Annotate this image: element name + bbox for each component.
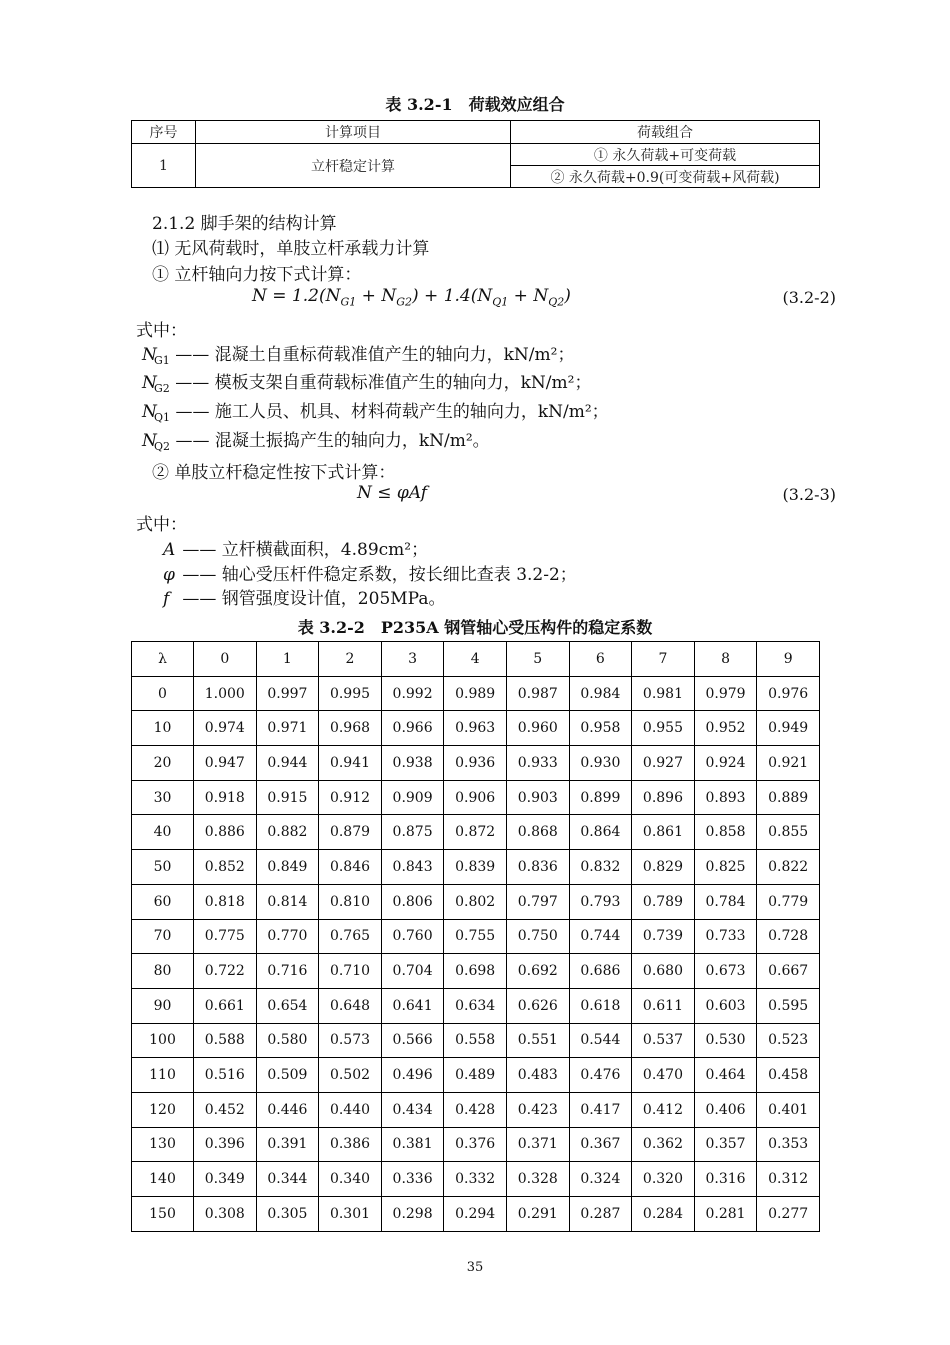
load-combination-table: [131, 120, 820, 188]
table-row: [132, 884, 820, 919]
table1-header-combo: 荷载组合: [511, 121, 820, 144]
def-text: —— 混凝土振捣产生的轴向力，kN/m²。: [175, 431, 490, 451]
table-row: [132, 1127, 820, 1162]
table1-row-item: 立杆稳定计算: [196, 144, 511, 188]
coefficient-cell: 0.810: [319, 884, 382, 919]
table-row: [132, 711, 820, 746]
coefficient-cell: 0.308: [194, 1197, 257, 1232]
table-row: [132, 850, 820, 885]
table2-header-cell: 4: [444, 642, 507, 677]
table-row: [132, 1162, 820, 1197]
table2-header-cell: 3: [381, 642, 444, 677]
table1-row-no: 1: [132, 144, 196, 188]
def-symbol: f: [163, 589, 170, 609]
coefficient-cell: 0.899: [569, 780, 632, 815]
coefficient-cell: 0.328: [506, 1162, 569, 1197]
coefficient-cell: 0.858: [694, 815, 757, 850]
coefficient-cell: 0.316: [694, 1162, 757, 1197]
coefficient-cell: 0.875: [381, 815, 444, 850]
coefficient-cell: 0.997: [256, 676, 319, 711]
table1-header-item: 计算项目: [196, 121, 511, 144]
coefficient-cell: 0.843: [381, 850, 444, 885]
table2-caption: 表 3.2-2 P235A 钢管轴心受压构件的稳定系数: [297, 618, 653, 637]
coefficient-cell: 0.941: [319, 746, 382, 781]
coefficient-cell: 0.839: [444, 850, 507, 885]
coefficient-cell: 0.903: [506, 780, 569, 815]
coefficient-cell: 0.281: [694, 1197, 757, 1232]
coefficient-cell: 0.836: [506, 850, 569, 885]
coefficient-cell: 0.344: [256, 1162, 319, 1197]
row-lambda-cell: 70: [132, 919, 194, 954]
coefficient-cell: 0.974: [194, 711, 257, 746]
coefficient-cell: 0.852: [194, 850, 257, 885]
coefficient-cell: 0.401: [757, 1092, 820, 1127]
coefficient-cell: 0.667: [757, 954, 820, 989]
def-text: —— 钢管强度设计值，205MPa。: [182, 589, 446, 609]
row-lambda-cell: 80: [132, 954, 194, 989]
coefficient-cell: 0.277: [757, 1197, 820, 1232]
coefficient-cell: 0.537: [632, 1023, 695, 1058]
def-symbol: N: [142, 431, 157, 451]
coefficient-cell: 0.832: [569, 850, 632, 885]
coefficient-cell: 0.483: [506, 1058, 569, 1093]
coefficient-cell: 0.933: [506, 746, 569, 781]
coefficient-cell: 0.814: [256, 884, 319, 919]
coefficient-cell: 0.324: [569, 1162, 632, 1197]
row-lambda-cell: 50: [132, 850, 194, 885]
table-row: [132, 1023, 820, 1058]
coefficient-cell: 0.440: [319, 1092, 382, 1127]
coefficient-cell: 0.648: [319, 988, 382, 1023]
coefficient-cell: 0.981: [632, 676, 695, 711]
coefficient-cell: 0.312: [757, 1162, 820, 1197]
coefficient-cell: 0.417: [569, 1092, 632, 1127]
coefficient-cell: 0.523: [757, 1023, 820, 1058]
coefficient-cell: 0.704: [381, 954, 444, 989]
table1-combo-1: ① 永久荷载+可变荷载: [511, 144, 820, 166]
coefficient-cell: 0.822: [757, 850, 820, 885]
stability-coefficient-table: [131, 641, 820, 1232]
def-nq1: [142, 397, 609, 424]
table-row: [132, 815, 820, 850]
table-row: [132, 954, 820, 989]
table-row: [132, 676, 820, 711]
coefficient-cell: 0.305: [256, 1197, 319, 1232]
coefficient-cell: 0.739: [632, 919, 695, 954]
def-subscript: Q2: [154, 440, 171, 454]
coefficient-cell: 0.963: [444, 711, 507, 746]
coefficient-cell: 0.868: [506, 815, 569, 850]
row-lambda-cell: 130: [132, 1127, 194, 1162]
coefficient-cell: 0.861: [632, 815, 695, 850]
coefficient-cell: 0.750: [506, 919, 569, 954]
table-row: [132, 1092, 820, 1127]
coefficient-cell: 0.744: [569, 919, 632, 954]
coefficient-cell: 0.661: [194, 988, 257, 1023]
coefficient-cell: 0.893: [694, 780, 757, 815]
coefficient-cell: 0.921: [757, 746, 820, 781]
coefficient-cell: 0.458: [757, 1058, 820, 1093]
def-ng2: [142, 368, 591, 395]
def-text: —— 轴心受压杆件稳定系数，按长细比查表 3.2-2；: [182, 565, 577, 585]
coefficient-cell: 0.829: [632, 850, 695, 885]
coefficient-cell: 0.987: [506, 676, 569, 711]
def-subscript: Q1: [154, 411, 171, 425]
coefficient-cell: 0.434: [381, 1092, 444, 1127]
table2-header-cell: 8: [694, 642, 757, 677]
table-row: [132, 919, 820, 954]
coefficient-cell: 0.618: [569, 988, 632, 1023]
coefficient-cell: 0.949: [757, 711, 820, 746]
coefficient-cell: 0.872: [444, 815, 507, 850]
coefficient-cell: 0.770: [256, 919, 319, 954]
row-lambda-cell: 60: [132, 884, 194, 919]
coefficient-cell: 0.287: [569, 1197, 632, 1232]
coefficient-cell: 0.722: [194, 954, 257, 989]
coefficient-cell: 0.673: [694, 954, 757, 989]
def-a: [163, 535, 428, 560]
where-label-1: 式中：: [136, 321, 187, 341]
row-lambda-cell: 90: [132, 988, 194, 1023]
table-row: [132, 746, 820, 781]
def-symbol: N: [142, 373, 157, 393]
row-lambda-cell: 40: [132, 815, 194, 850]
coefficient-cell: 0.502: [319, 1058, 382, 1093]
coefficient-cell: 0.641: [381, 988, 444, 1023]
table-row: [132, 780, 820, 815]
item-2: ② 单肢立杆稳定性按下式计算：: [152, 463, 396, 483]
row-lambda-cell: 110: [132, 1058, 194, 1093]
row-lambda-cell: 120: [132, 1092, 194, 1127]
coefficient-cell: 0.760: [381, 919, 444, 954]
table2-header-cell: 0: [194, 642, 257, 677]
coefficient-cell: 0.603: [694, 988, 757, 1023]
coefficient-cell: 0.686: [569, 954, 632, 989]
coefficient-cell: 0.692: [506, 954, 569, 989]
coefficient-cell: 0.938: [381, 746, 444, 781]
coefficient-cell: 0.944: [256, 746, 319, 781]
row-lambda-cell: 0: [132, 676, 194, 711]
coefficient-cell: 0.825: [694, 850, 757, 885]
coefficient-cell: 0.971: [256, 711, 319, 746]
row-lambda-cell: 30: [132, 780, 194, 815]
row-lambda-cell: 150: [132, 1197, 194, 1232]
coefficient-cell: 0.930: [569, 746, 632, 781]
coefficient-cell: 0.698: [444, 954, 507, 989]
coefficient-cell: 0.793: [569, 884, 632, 919]
table2-header-cell: 2: [319, 642, 382, 677]
coefficient-cell: 0.889: [757, 780, 820, 815]
def-text: —— 立杆横截面积，4.89cm²；: [182, 540, 429, 560]
coefficient-cell: 0.918: [194, 780, 257, 815]
equation-number-1: (3.2-2): [782, 288, 836, 307]
coefficient-cell: 0.611: [632, 988, 695, 1023]
coefficient-cell: 0.386: [319, 1127, 382, 1162]
coefficient-cell: 0.952: [694, 711, 757, 746]
coefficient-cell: 0.349: [194, 1162, 257, 1197]
coefficient-cell: 0.367: [569, 1127, 632, 1162]
coefficient-cell: 0.516: [194, 1058, 257, 1093]
coefficient-cell: 0.728: [757, 919, 820, 954]
coefficient-cell: 0.716: [256, 954, 319, 989]
coefficient-cell: 0.530: [694, 1023, 757, 1058]
coefficient-cell: 0.544: [569, 1023, 632, 1058]
coefficient-cell: 0.353: [757, 1127, 820, 1162]
coefficient-cell: 0.879: [319, 815, 382, 850]
coefficient-cell: 0.298: [381, 1197, 444, 1232]
table-row: [132, 988, 820, 1023]
coefficient-cell: 0.340: [319, 1162, 382, 1197]
table2-header-cell: 9: [757, 642, 820, 677]
row-lambda-cell: 20: [132, 746, 194, 781]
def-ng1: [142, 340, 574, 367]
coefficient-cell: 0.909: [381, 780, 444, 815]
table2-header-lambda: λ: [132, 642, 194, 677]
coefficient-cell: 0.381: [381, 1127, 444, 1162]
def-symbol: N: [142, 345, 157, 365]
coefficient-cell: 0.765: [319, 919, 382, 954]
coefficient-cell: 0.984: [569, 676, 632, 711]
row-lambda-cell: 100: [132, 1023, 194, 1058]
coefficient-cell: 0.955: [632, 711, 695, 746]
page-number: 35: [466, 1260, 484, 1275]
coefficient-cell: 0.332: [444, 1162, 507, 1197]
coefficient-cell: 0.446: [256, 1092, 319, 1127]
coefficient-cell: 0.755: [444, 919, 507, 954]
table1-caption: 表 3.2-1 荷载效应组合: [385, 95, 565, 114]
coefficient-cell: 0.966: [381, 711, 444, 746]
equation-3-2-2: $N = 1.2(N_{G1} + N_{G2}) + 1.4(N_{Q1} + N_{Q2})$: [252, 286, 571, 309]
coefficient-cell: 0.406: [694, 1092, 757, 1127]
coefficient-cell: 1.000: [194, 676, 257, 711]
coefficient-cell: 0.958: [569, 711, 632, 746]
coefficient-cell: 0.396: [194, 1127, 257, 1162]
coefficient-cell: 0.680: [632, 954, 695, 989]
row-lambda-cell: 140: [132, 1162, 194, 1197]
def-text: —— 混凝土自重标荷载准值产生的轴向力，kN/m²；: [175, 345, 575, 365]
coefficient-cell: 0.496: [381, 1058, 444, 1093]
def-symbol: A: [163, 540, 176, 560]
coefficient-cell: 0.294: [444, 1197, 507, 1232]
def-nq2: [142, 426, 490, 453]
coefficient-cell: 0.802: [444, 884, 507, 919]
def-subscript: G1: [154, 354, 170, 368]
coefficient-cell: 0.336: [381, 1162, 444, 1197]
coefficient-cell: 0.979: [694, 676, 757, 711]
coefficient-cell: 0.634: [444, 988, 507, 1023]
coefficient-cell: 0.558: [444, 1023, 507, 1058]
row-lambda-cell: 10: [132, 711, 194, 746]
coefficient-cell: 0.968: [319, 711, 382, 746]
coefficient-cell: 0.960: [506, 711, 569, 746]
coefficient-cell: 0.936: [444, 746, 507, 781]
table2-header-row: [132, 642, 820, 677]
coefficient-cell: 0.391: [256, 1127, 319, 1162]
coefficient-cell: 0.320: [632, 1162, 695, 1197]
where-label-2: 式中：: [136, 515, 187, 535]
equation-number-2: (3.2-3): [782, 485, 836, 504]
table1-combo-2: ② 永久荷载+0.9(可变荷载+风荷载): [511, 166, 820, 188]
coefficient-cell: 0.452: [194, 1092, 257, 1127]
coefficient-cell: 0.428: [444, 1092, 507, 1127]
coefficient-cell: 0.797: [506, 884, 569, 919]
coefficient-cell: 0.976: [757, 676, 820, 711]
def-symbol: N: [142, 402, 157, 422]
coefficient-cell: 0.818: [194, 884, 257, 919]
coefficient-cell: 0.989: [444, 676, 507, 711]
coefficient-cell: 0.588: [194, 1023, 257, 1058]
coefficient-cell: 0.733: [694, 919, 757, 954]
coefficient-cell: 0.573: [319, 1023, 382, 1058]
coefficient-cell: 0.509: [256, 1058, 319, 1093]
def-symbol: φ: [163, 565, 175, 585]
coefficient-cell: 0.291: [506, 1197, 569, 1232]
coefficient-cell: 0.886: [194, 815, 257, 850]
def-subscript: G2: [154, 382, 170, 396]
coefficient-cell: 0.710: [319, 954, 382, 989]
coefficient-cell: 0.595: [757, 988, 820, 1023]
coefficient-cell: 0.924: [694, 746, 757, 781]
table-row: [132, 1058, 820, 1093]
coefficient-cell: 0.489: [444, 1058, 507, 1093]
coefficient-cell: 0.882: [256, 815, 319, 850]
def-text: —— 施工人员、机具、材料荷载产生的轴向力，kN/m²；: [175, 402, 609, 422]
coefficient-cell: 0.992: [381, 676, 444, 711]
coefficient-cell: 0.864: [569, 815, 632, 850]
coefficient-cell: 0.947: [194, 746, 257, 781]
coefficient-cell: 0.806: [381, 884, 444, 919]
coefficient-cell: 0.551: [506, 1023, 569, 1058]
coefficient-cell: 0.423: [506, 1092, 569, 1127]
coefficient-cell: 0.855: [757, 815, 820, 850]
coefficient-cell: 0.789: [632, 884, 695, 919]
def-text: —— 模板支架自重荷载标准值产生的轴向力，kN/m²；: [175, 373, 592, 393]
coefficient-cell: 0.927: [632, 746, 695, 781]
equation-3-2-3: N ≤ φAf: [357, 483, 428, 503]
coefficient-cell: 0.654: [256, 988, 319, 1023]
coefficient-cell: 0.580: [256, 1023, 319, 1058]
coefficient-cell: 0.566: [381, 1023, 444, 1058]
coefficient-cell: 0.412: [632, 1092, 695, 1127]
coefficient-cell: 0.371: [506, 1127, 569, 1162]
coefficient-cell: 0.846: [319, 850, 382, 885]
table2-header-cell: 6: [569, 642, 632, 677]
section-heading: 2.1.2 脚手架的结构计算: [152, 214, 337, 234]
def-phi: [163, 560, 577, 585]
subsection-1: ⑴ 无风荷载时，单肢立杆承载力计算: [152, 239, 430, 259]
table-row: [132, 1197, 820, 1232]
coefficient-cell: 0.784: [694, 884, 757, 919]
coefficient-cell: 0.896: [632, 780, 695, 815]
coefficient-cell: 0.464: [694, 1058, 757, 1093]
coefficient-cell: 0.626: [506, 988, 569, 1023]
coefficient-cell: 0.912: [319, 780, 382, 815]
table1-header-no: 序号: [132, 121, 196, 144]
coefficient-cell: 0.915: [256, 780, 319, 815]
coefficient-cell: 0.906: [444, 780, 507, 815]
coefficient-cell: 0.470: [632, 1058, 695, 1093]
coefficient-cell: 0.995: [319, 676, 382, 711]
def-f: [163, 584, 445, 609]
table2-header-cell: 5: [506, 642, 569, 677]
coefficient-cell: 0.779: [757, 884, 820, 919]
coefficient-cell: 0.849: [256, 850, 319, 885]
table2-header-cell: 7: [632, 642, 695, 677]
coefficient-cell: 0.362: [632, 1127, 695, 1162]
coefficient-cell: 0.376: [444, 1127, 507, 1162]
coefficient-cell: 0.284: [632, 1197, 695, 1232]
coefficient-cell: 0.357: [694, 1127, 757, 1162]
coefficient-cell: 0.301: [319, 1197, 382, 1232]
table2-header-cell: 1: [256, 642, 319, 677]
coefficient-cell: 0.775: [194, 919, 257, 954]
coefficient-cell: 0.476: [569, 1058, 632, 1093]
item-1: ① 立杆轴向力按下式计算：: [152, 265, 362, 285]
